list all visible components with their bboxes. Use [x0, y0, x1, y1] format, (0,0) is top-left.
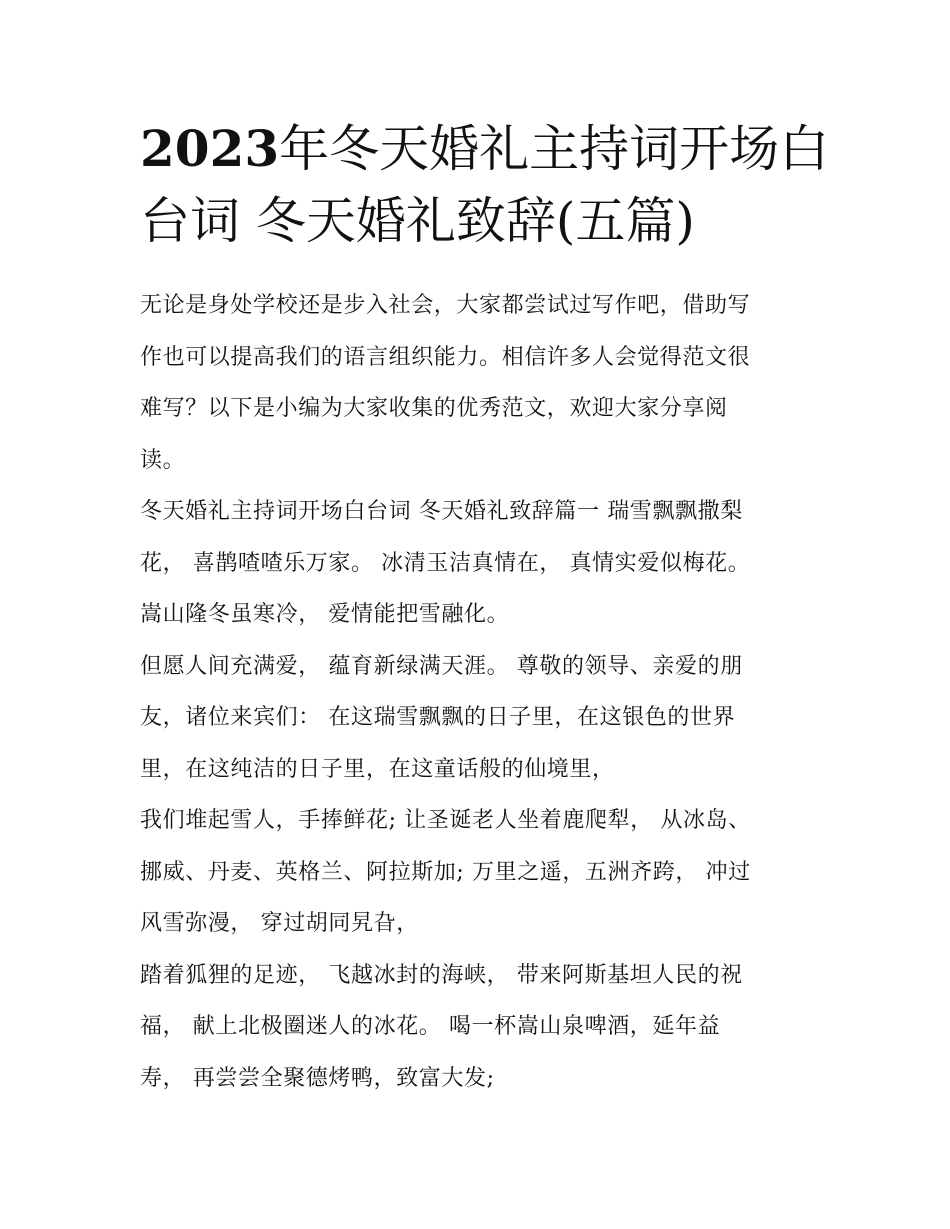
- text-line: 难写？以下是小编为大家收集的优秀范文，欢迎大家分享阅: [140, 396, 728, 421]
- text-line: 读。: [140, 447, 186, 473]
- text-line: 花， 喜鹊喳喳乐万家。 冰清玉洁真情在， 真情实爱似梅花。: [140, 550, 751, 576]
- title-year: 2023: [140, 119, 280, 178]
- document-title: [140, 113, 830, 257]
- paragraph-blessing: [140, 950, 830, 1105]
- text-line: 踏着狐狸的足迹， 飞越冰封的海峡， 带来阿斯基坦人民的祝: [140, 962, 743, 988]
- text-line: 嵩山隆冬虽寒冷， 爱情能把雪融化。: [140, 602, 510, 627]
- text-line: 作也可以提高我们的语言组织能力。相信许多人会觉得范文很: [140, 344, 751, 370]
- text-line: 但愿人间充满爱， 蕴育新绿满天涯。 尊敬的领导、亲爱的朋: [140, 653, 743, 679]
- paragraph-intro: [140, 280, 830, 486]
- text-line: 冬天婚礼主持词开场白台词 冬天婚礼致辞篇一 瑞雪飘飘撒梨: [140, 499, 743, 524]
- paragraph-section-one: [140, 486, 830, 641]
- text-line: 挪威、丹麦、英格兰、阿拉斯加; 万里之遥，五洲齐跨， 冲过: [140, 859, 751, 885]
- paragraph-greeting: [140, 641, 830, 796]
- title-line-1-text: 年冬天婚礼主持词开场白: [279, 120, 830, 178]
- text-line: 里，在这纯洁的日子里，在这童话般的仙境里，: [140, 756, 615, 782]
- document-body: [140, 280, 830, 1104]
- text-line: 寿， 再尝尝全聚德烤鸭，致富大发;: [140, 1065, 495, 1091]
- text-line: 我们堆起雪人，手捧鲜花; 让圣诞老人坐着鹿爬犁， 从冰岛、: [140, 808, 751, 833]
- text-line: 风雪弥漫， 穿过胡同旯旮，: [140, 911, 419, 936]
- text-line: 友，诸位来宾们： 在这瑞雪飘飘的日子里，在这银色的世界: [140, 705, 736, 730]
- title-line-1: [140, 113, 830, 185]
- title-line-2: 台词 冬天婚礼致辞(五篇): [140, 192, 695, 250]
- paragraph-journey: [140, 795, 830, 950]
- text-line: 无论是身处学校还是步入社会，大家都尝试过写作吧，借助写: [140, 293, 751, 318]
- text-line: 福， 献上北极圈迷人的冰花。 喝一杯嵩山泉啤酒，延年益: [140, 1014, 721, 1039]
